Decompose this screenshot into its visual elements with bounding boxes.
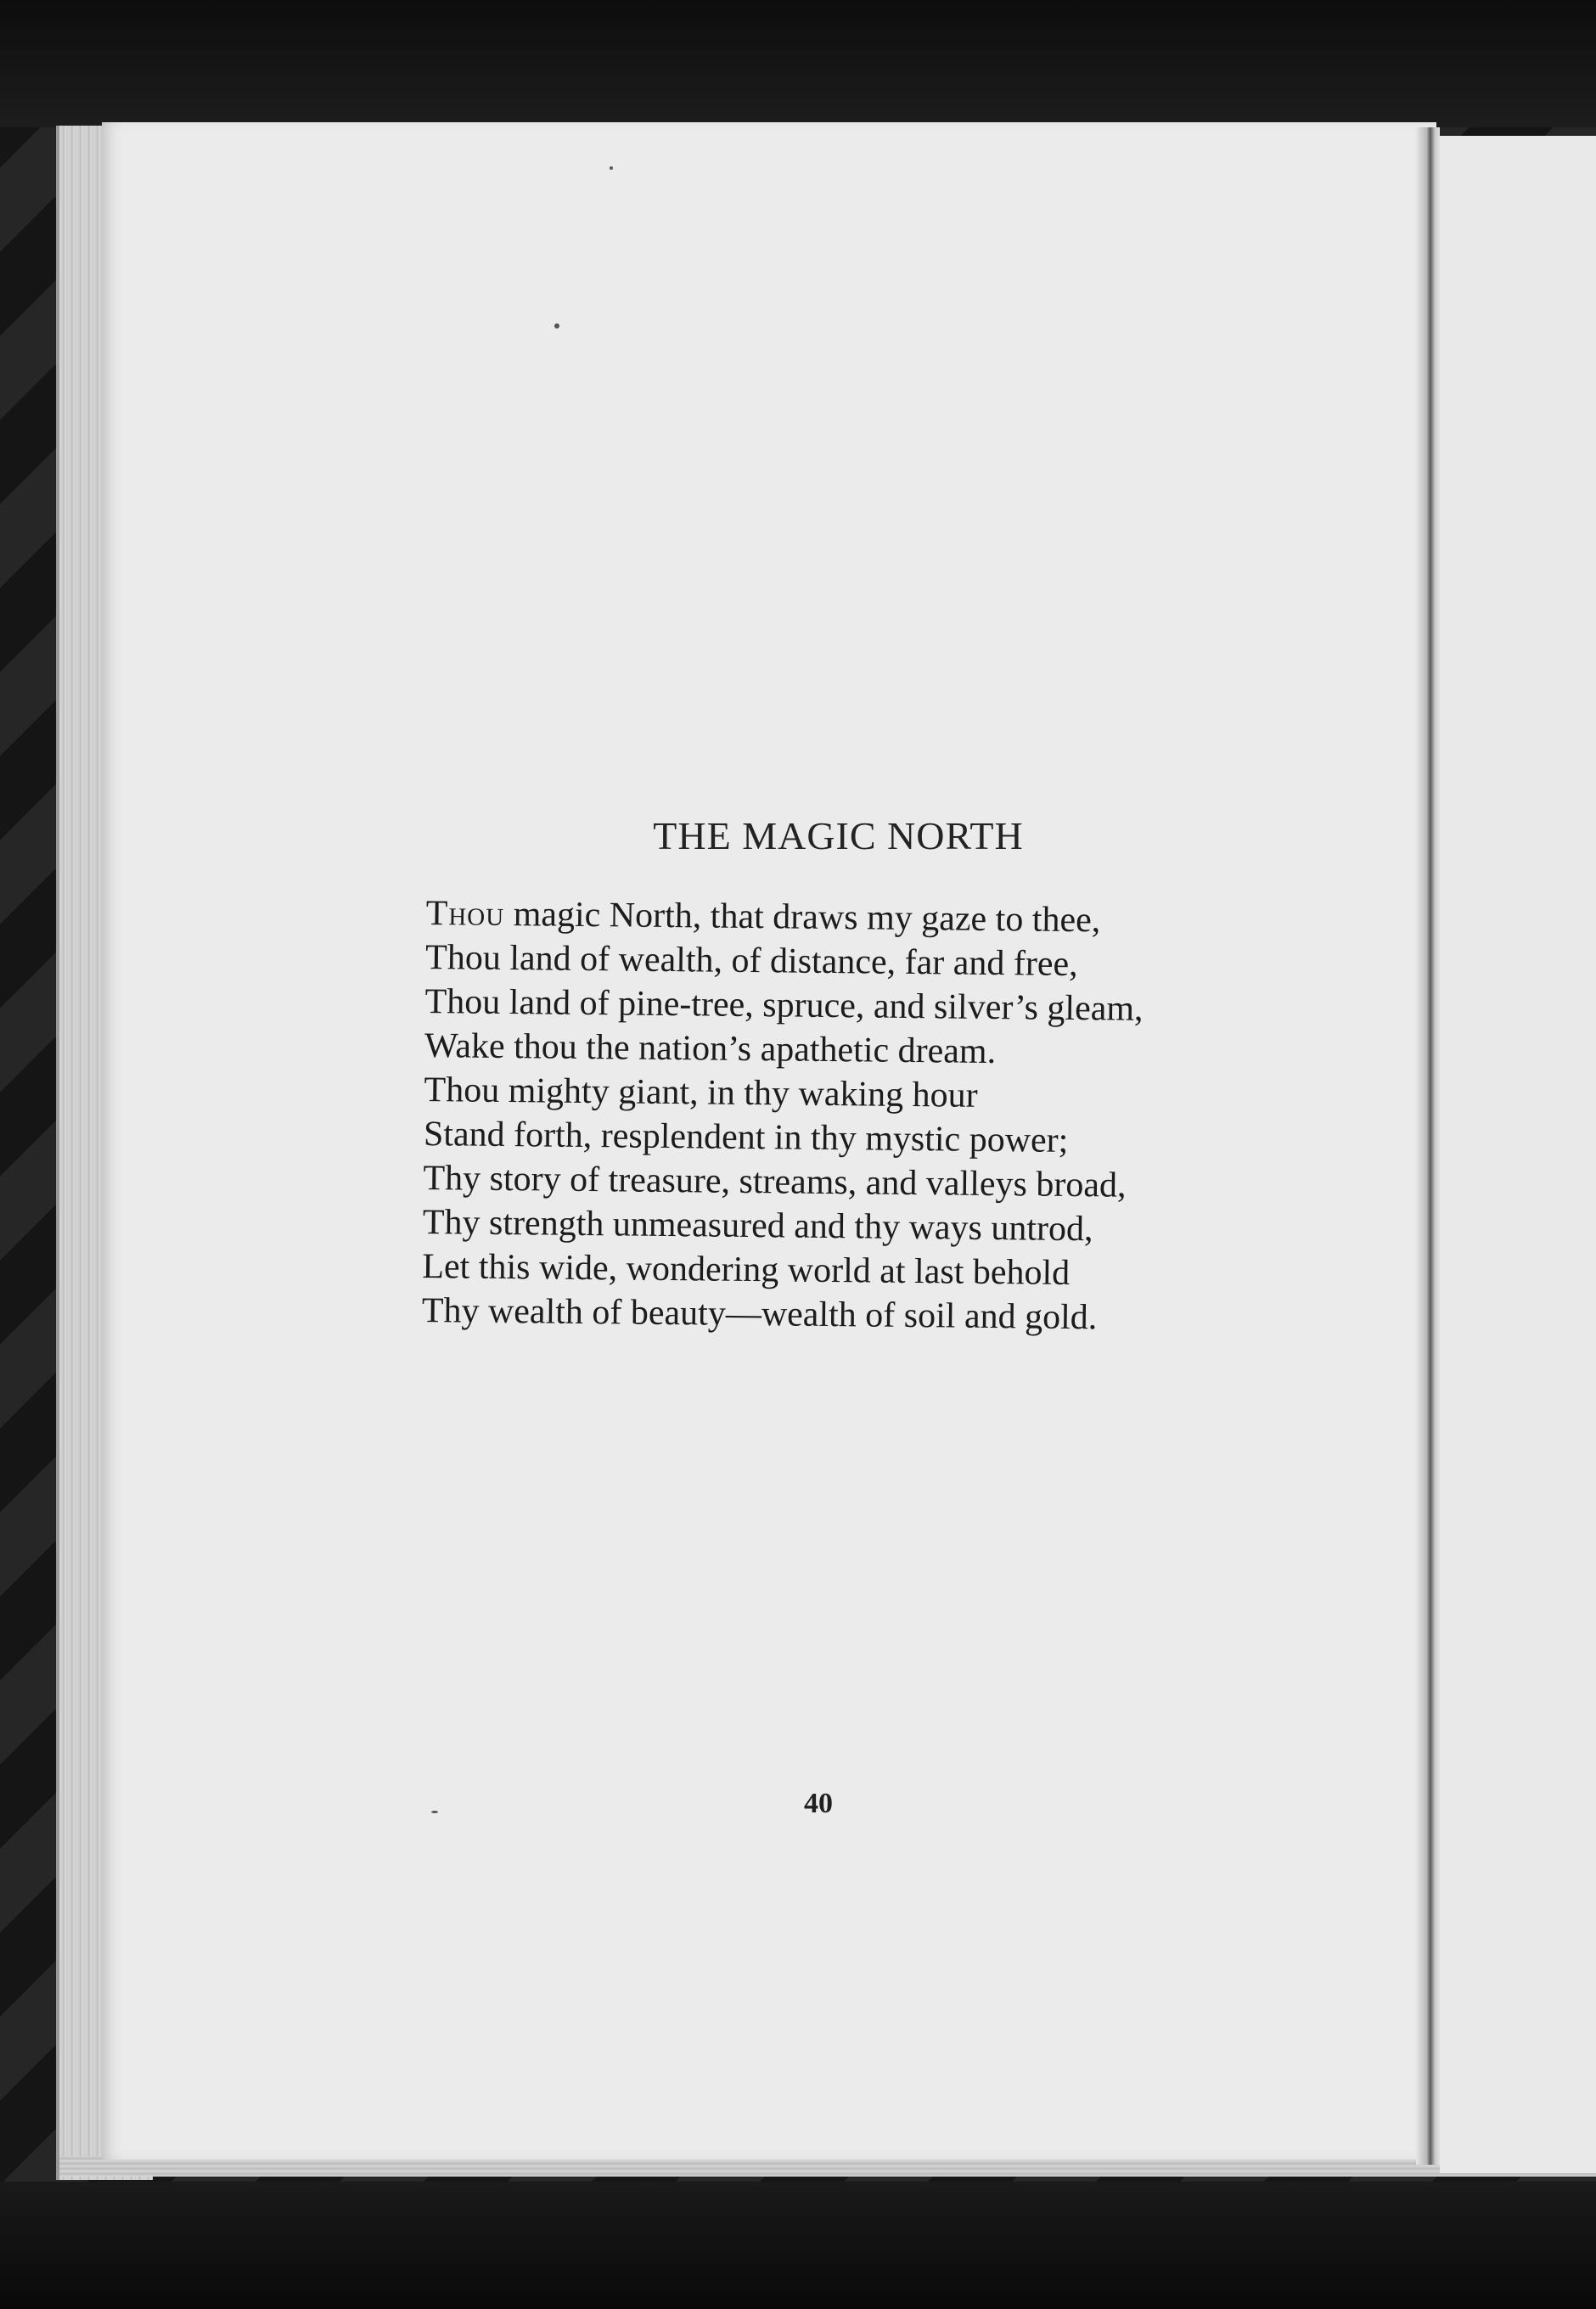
poem-first-word: Thou (425, 893, 505, 934)
poem-line-text: magic North, that draws my gaze to thee, (503, 894, 1101, 941)
page-number: 40 (804, 1788, 833, 1819)
poem-line: Thou land of wealth, of distance, far and free, (424, 937, 1078, 985)
poem-line: Let this wide, wondering world at last behold (422, 1246, 1071, 1293)
page-speck (431, 1811, 438, 1813)
page-speck (554, 323, 559, 329)
poem-body (422, 891, 1275, 1341)
poem-line: Thy strength unmeasured and thy ways untrod, (422, 1202, 1093, 1250)
poem-line: Wake thou the nation’s apathetic dream. (424, 1025, 997, 1072)
background-bottom (0, 2182, 1596, 2309)
poem-line: Thy story of treasure, streams, and valleys broad, (423, 1158, 1127, 1205)
background-top (0, 0, 1596, 127)
page-speck (610, 166, 613, 170)
book-gutter (1416, 127, 1440, 2165)
poem-line: Thou land of pine-tree, spruce, and silver’s gleam, (424, 981, 1144, 1029)
poem-line: Stand forth, resplendent in thy mystic power; (423, 1114, 1069, 1160)
right-page-sliver (1440, 136, 1596, 2173)
poem-line: Thy wealth of beauty—wealth of soil and gold. (421, 1290, 1098, 1338)
poem-line: Thou mighty giant, in thy waking hour (424, 1070, 978, 1115)
poem-title: THE MAGIC NORTH (653, 814, 1024, 857)
